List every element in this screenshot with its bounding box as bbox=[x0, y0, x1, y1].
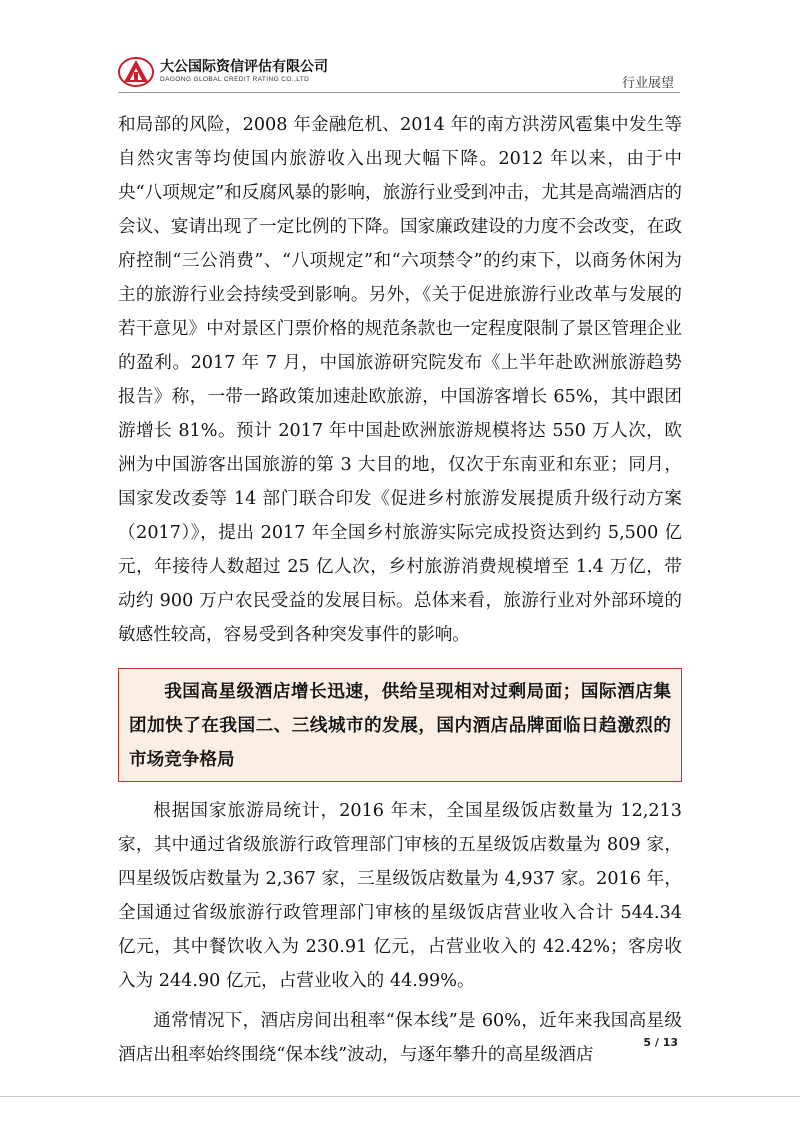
page-number: 5 / 13 bbox=[643, 1036, 678, 1049]
key-point-box bbox=[118, 668, 682, 782]
footer-divider bbox=[0, 1096, 800, 1097]
page-header bbox=[0, 0, 800, 96]
header-divider bbox=[118, 92, 680, 93]
key-point-text: 我国高星级酒店增长迅速，供给呈现相对过剩局面；国际酒店集团加快了在我国二、三线城市的发展，国内酒店品牌面临日趋激烈的市场竞争格局 bbox=[129, 681, 671, 770]
section-label: 行业展望 bbox=[621, 76, 674, 91]
company-name-en: DAGONG GLOBAL CREDIT RATING CO.,LTD bbox=[160, 76, 310, 83]
document-body bbox=[118, 108, 682, 1072]
body-paragraph: 和局部的风险，2008 年金融危机、2014 年的南方洪涝风雹集中发生等自然灾害等均使国内旅游收入出现大幅下降。2012 年以来，由于中央“八项规定”和反腐风暴的影响，旅游行业受到冲击，尤其是高端酒店的会议、宴请出现了一定比例的下降。国家廉政建设的力度不会改变，在政府控制“三公消费”、“八项规定”和“六项禁令”的约束下，以商务休闲为主的旅游行业会持续受到影响。另外，《关于促进旅游行业改革与发展的若干意见》中对景区门票价格的规范条款也一定程度限制了景区管理企业的盈利。2017 年 7 月，中国旅游研究院发布《上半年赴欧洲旅游趋势报告》称，一带一路政策加速赴欧旅游，中国游客增长 65%，其中跟团游增长 81%。预计 2017 年中国赴欧洲旅游规模将达 550 万人次，欧洲为中国游客出国旅游的第 3 大目的地，仅次于东南亚和东亚；同月，国家发改委等 14 部门联合印发《促进乡村旅游发展提质升级行动方案（2017）》，提出 2017 年全国乡村旅游实际完成投资达到约 5,500 亿元，年接待人数超过 25 亿人次，乡村旅游消费规模增至 1.4 万亿，带动约 900 万户农民受益的发展目标。总体来看，旅游行业对外部环境的敏感性较高，容易受到各种突发事件的影响。 bbox=[118, 115, 682, 645]
company-logo bbox=[118, 56, 328, 88]
company-name-cn: 大公国际资信评估有限公司 bbox=[160, 59, 328, 75]
body-paragraph: 根据国家旅游局统计，2016 年末，全国星级饭店数量为 12,213 家，其中通过省级旅游行政管理部门审核的五星级饭店数量为 809 家，四星级饭店数量为 2,367 家，三星级饭店数量为 4,937 家。2016 年，全国通过省级旅游行政管理部门审核的星级饭店营业收入合计 544.34 亿元，其中餐饮收入为 230.91 亿元，占营业收入的 42.42%；客房收入为 244.90 亿元，占营业收入的 44.99%。 bbox=[118, 801, 682, 991]
dagong-logo-icon bbox=[118, 56, 154, 88]
body-paragraph: 通常情况下，酒店房间出租率“保本线”是 60%，近年来我国高星级酒店出租率始终围绕“保本线”波动，与逐年攀升的高星级酒店 bbox=[118, 1011, 682, 1065]
